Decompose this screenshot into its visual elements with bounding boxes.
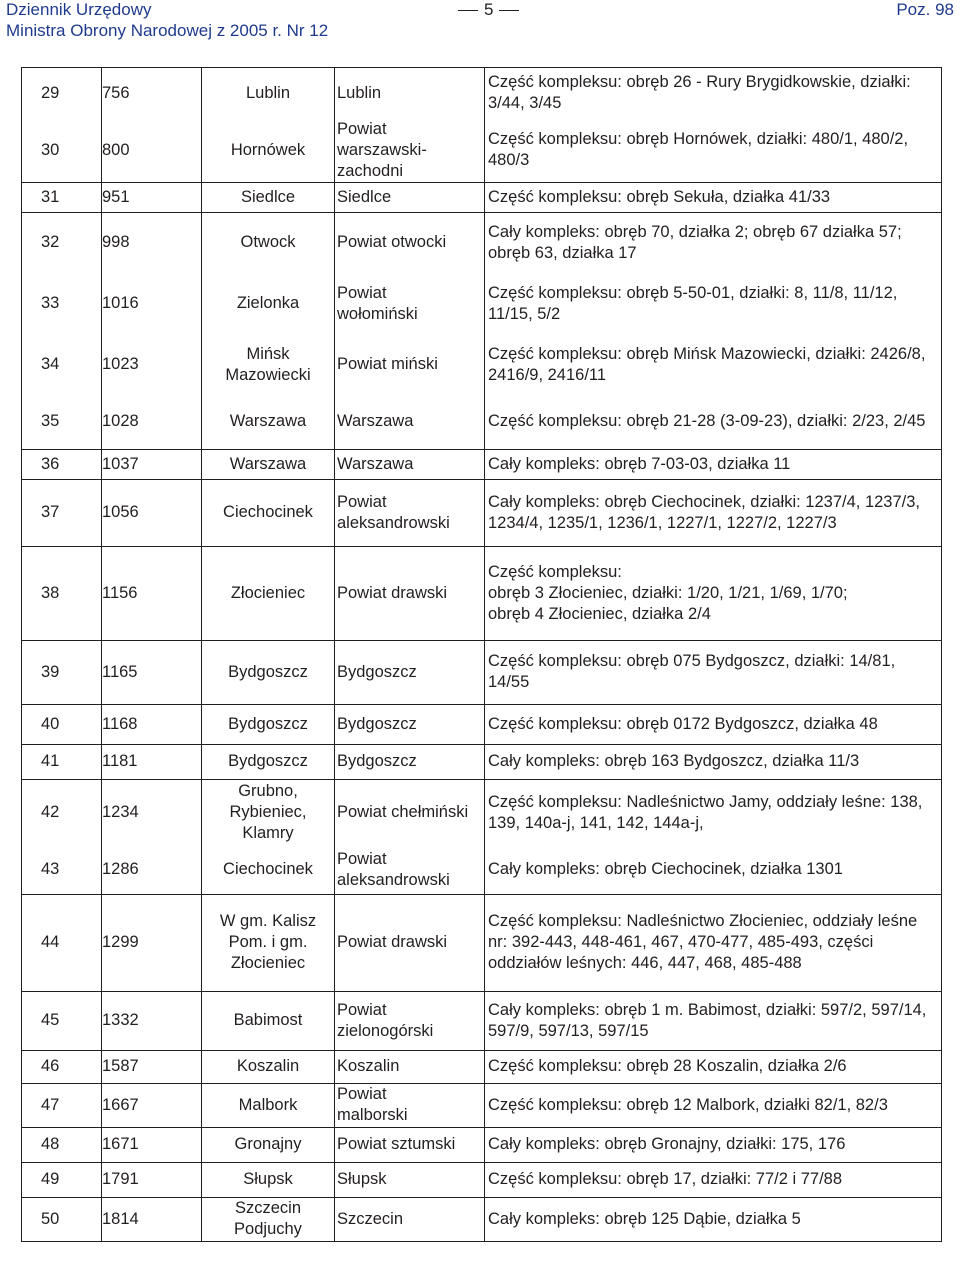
- table-row: [22, 449, 942, 479]
- table-row: [22, 212, 942, 273]
- table-row: [22, 395, 942, 449]
- description-cell: Cały kompleks: obręb Ciechocinek, działki: 1237/4, 1237/3, 1234/4, 1235/1, 1236/1, 1227/1, 1227/2, 1227/3: [485, 479, 942, 546]
- issuer: Ministra Obrony Narodowej z 2005 r. Nr 12: [6, 21, 329, 40]
- complex-number: 800: [102, 119, 202, 183]
- district-cell: Powiat aleksandrowski: [335, 846, 485, 894]
- district-cell: Bydgoszcz: [335, 704, 485, 744]
- description-cell: Cały kompleks: obręb 163 Bydgoszcz, działka 11/3: [485, 744, 942, 779]
- town-cell: Koszalin: [202, 1050, 335, 1083]
- row-number: 50: [22, 1197, 102, 1241]
- table-row: [22, 744, 942, 779]
- row-number: 44: [22, 894, 102, 991]
- table-row: [22, 546, 942, 640]
- town-cell: Warszawa: [202, 449, 335, 479]
- town-cell: Szczecin Podjuchy: [202, 1197, 335, 1241]
- description-cell: Część kompleksu: obręb 26 - Rury Brygidkowskie, działki: 3/44, 3/45: [485, 68, 942, 119]
- district-cell: Powiat zielonogórski: [335, 991, 485, 1050]
- table-row: [22, 273, 942, 334]
- town-cell: Ciechocinek: [202, 479, 335, 546]
- town-cell: Gronajny: [202, 1127, 335, 1162]
- district-cell: Powiat wołomiński: [335, 273, 485, 334]
- description-cell: Cały kompleks: obręb 1 m. Babimost, działki: 597/2, 597/14, 597/9, 597/13, 597/15: [485, 991, 942, 1050]
- complex-number: 1667: [102, 1083, 202, 1127]
- description-cell: Część kompleksu: obręb 3 Złocieniec, działki: 1/20, 1/21, 1/69, 1/70; obręb 4 Złocieniec, działka 2/4: [485, 546, 942, 640]
- complex-number: 1168: [102, 704, 202, 744]
- district-cell: Bydgoszcz: [335, 640, 485, 704]
- table-row: [22, 1197, 942, 1241]
- table-row: [22, 1050, 942, 1083]
- district-cell: Powiat drawski: [335, 546, 485, 640]
- town-cell: Bydgoszcz: [202, 640, 335, 704]
- description-cell: Część kompleksu: obręb 5-50-01, działki: 8, 11/8, 11/12, 11/15, 5/2: [485, 273, 942, 334]
- row-number: 37: [22, 479, 102, 546]
- town-cell: Babimost: [202, 991, 335, 1050]
- register-table: [21, 67, 942, 1242]
- district-cell: Powiat otwocki: [335, 212, 485, 273]
- row-number: 46: [22, 1050, 102, 1083]
- district-cell: Koszalin: [335, 1050, 485, 1083]
- district-cell: Powiat sztumski: [335, 1127, 485, 1162]
- complex-number: 1181: [102, 744, 202, 779]
- row-number: 39: [22, 640, 102, 704]
- town-cell: W gm. Kalisz Pom. i gm. Złocieniec: [202, 894, 335, 991]
- complex-number: 1023: [102, 334, 202, 395]
- row-number: 33: [22, 273, 102, 334]
- town-cell: Mińsk Mazowiecki: [202, 334, 335, 395]
- description-cell: Cały kompleks: obręb Ciechocinek, działka 1301: [485, 846, 942, 894]
- row-number: 34: [22, 334, 102, 395]
- description-cell: Cały kompleks: obręb 70, działka 2; obręb 67 działka 57; obręb 63, działka 17: [485, 212, 942, 273]
- position-number: Poz. 98: [896, 0, 954, 19]
- table-row: [22, 640, 942, 704]
- town-cell: Malbork: [202, 1083, 335, 1127]
- page-number-value: 5: [484, 0, 494, 19]
- table-row: [22, 479, 942, 546]
- district-cell: Warszawa: [335, 395, 485, 449]
- complex-number: 756: [102, 68, 202, 119]
- table-row: [22, 1127, 942, 1162]
- complex-number: 1037: [102, 449, 202, 479]
- description-cell: Część kompleksu: obręb 12 Malbork, działki 82/1, 82/3: [485, 1083, 942, 1127]
- complex-number: 1587: [102, 1050, 202, 1083]
- description-cell: Część kompleksu: obręb 21-28 (3-09-23), działki: 2/23, 2/45: [485, 395, 942, 449]
- table-row: [22, 1083, 942, 1127]
- table-row: [22, 894, 942, 991]
- row-number: 41: [22, 744, 102, 779]
- town-cell: Bydgoszcz: [202, 744, 335, 779]
- town-cell: Siedlce: [202, 182, 335, 212]
- complex-number: 1234: [102, 779, 202, 846]
- complex-number: 998: [102, 212, 202, 273]
- town-cell: Lublin: [202, 68, 335, 119]
- table-row: [22, 991, 942, 1050]
- district-cell: Powiat warszawski- zachodni: [335, 119, 485, 183]
- complex-number: 1299: [102, 894, 202, 991]
- row-number: 35: [22, 395, 102, 449]
- table-row: [22, 119, 942, 183]
- district-cell: Szczecin: [335, 1197, 485, 1241]
- description-cell: Cały kompleks: obręb Gronajny, działki: 175, 176: [485, 1127, 942, 1162]
- description-cell: Część kompleksu: obręb Hornówek, działki: 480/1, 480/2, 480/3: [485, 119, 942, 183]
- description-cell: Część kompleksu: Nadleśnictwo Jamy, oddziały leśne: 138, 139, 140a-j, 141, 142, 144a-j,: [485, 779, 942, 846]
- row-number: 48: [22, 1127, 102, 1162]
- table-row: [22, 334, 942, 395]
- description-cell: Cały kompleks: obręb 7-03-03, działka 11: [485, 449, 942, 479]
- town-cell: Otwock: [202, 212, 335, 273]
- town-cell: Zielonka: [202, 273, 335, 334]
- district-cell: Warszawa: [335, 449, 485, 479]
- row-number: 32: [22, 212, 102, 273]
- district-cell: Siedlce: [335, 182, 485, 212]
- description-cell: Część kompleksu: obręb Mińsk Mazowiecki, działki: 2426/8, 2416/9, 2416/11: [485, 334, 942, 395]
- row-number: 49: [22, 1162, 102, 1197]
- town-cell: Bydgoszcz: [202, 704, 335, 744]
- table-row: [22, 846, 942, 894]
- row-number: 31: [22, 182, 102, 212]
- complex-number: 951: [102, 182, 202, 212]
- district-cell: Powiat miński: [335, 334, 485, 395]
- row-number: 40: [22, 704, 102, 744]
- description-cell: Część kompleksu: obręb 0172 Bydgoszcz, działka 48: [485, 704, 942, 744]
- row-number: 45: [22, 991, 102, 1050]
- row-number: 36: [22, 449, 102, 479]
- row-number: 30: [22, 119, 102, 183]
- district-cell: Bydgoszcz: [335, 744, 485, 779]
- town-cell: Warszawa: [202, 395, 335, 449]
- town-cell: Złocieniec: [202, 546, 335, 640]
- row-number: 38: [22, 546, 102, 640]
- journal-title: Dziennik Urzędowy: [6, 0, 152, 19]
- table-row: [22, 68, 942, 119]
- complex-number: 1332: [102, 991, 202, 1050]
- complex-number: 1791: [102, 1162, 202, 1197]
- table-row: [22, 1162, 942, 1197]
- district-cell: Powiat malborski: [335, 1083, 485, 1127]
- table-row: [22, 779, 942, 846]
- district-cell: Słupsk: [335, 1162, 485, 1197]
- description-cell: Część kompleksu: obręb 28 Koszalin, działka 2/6: [485, 1050, 942, 1083]
- description-cell: Cały kompleks: obręb 125 Dąbie, działka 5: [485, 1197, 942, 1241]
- page-number: [452, 0, 512, 20]
- district-cell: Powiat aleksandrowski: [335, 479, 485, 546]
- town-cell: Grubno, Rybieniec, Klamry: [202, 779, 335, 846]
- town-cell: Ciechocinek: [202, 846, 335, 894]
- description-cell: Część kompleksu: obręb 075 Bydgoszcz, działki: 14/81, 14/55: [485, 640, 942, 704]
- complex-number: 1286: [102, 846, 202, 894]
- town-cell: Słupsk: [202, 1162, 335, 1197]
- complex-number: 1016: [102, 273, 202, 334]
- description-cell: Część kompleksu: obręb 17, działki: 77/2 i 77/88: [485, 1162, 942, 1197]
- complex-number: 1814: [102, 1197, 202, 1241]
- town-cell: Hornówek: [202, 119, 335, 183]
- district-cell: Powiat drawski: [335, 894, 485, 991]
- complex-number: 1671: [102, 1127, 202, 1162]
- row-number: 42: [22, 779, 102, 846]
- complex-number: 1028: [102, 395, 202, 449]
- row-number: 47: [22, 1083, 102, 1127]
- district-cell: Powiat chełmiński: [335, 779, 485, 846]
- complex-number: 1165: [102, 640, 202, 704]
- table-row: [22, 704, 942, 744]
- row-number: 43: [22, 846, 102, 894]
- district-cell: Lublin: [335, 68, 485, 119]
- row-number: 29: [22, 68, 102, 119]
- description-cell: Część kompleksu: obręb Sekuła, działka 41/33: [485, 182, 942, 212]
- description-cell: Część kompleksu: Nadleśnictwo Złocieniec, oddziały leśne nr: 392-443, 448-461, 467, 470-477, 485-493, części oddziałów leśnych: 446, 447, 468, 485-488: [485, 894, 942, 991]
- complex-number: 1056: [102, 479, 202, 546]
- table-row: [22, 182, 942, 212]
- complex-number: 1156: [102, 546, 202, 640]
